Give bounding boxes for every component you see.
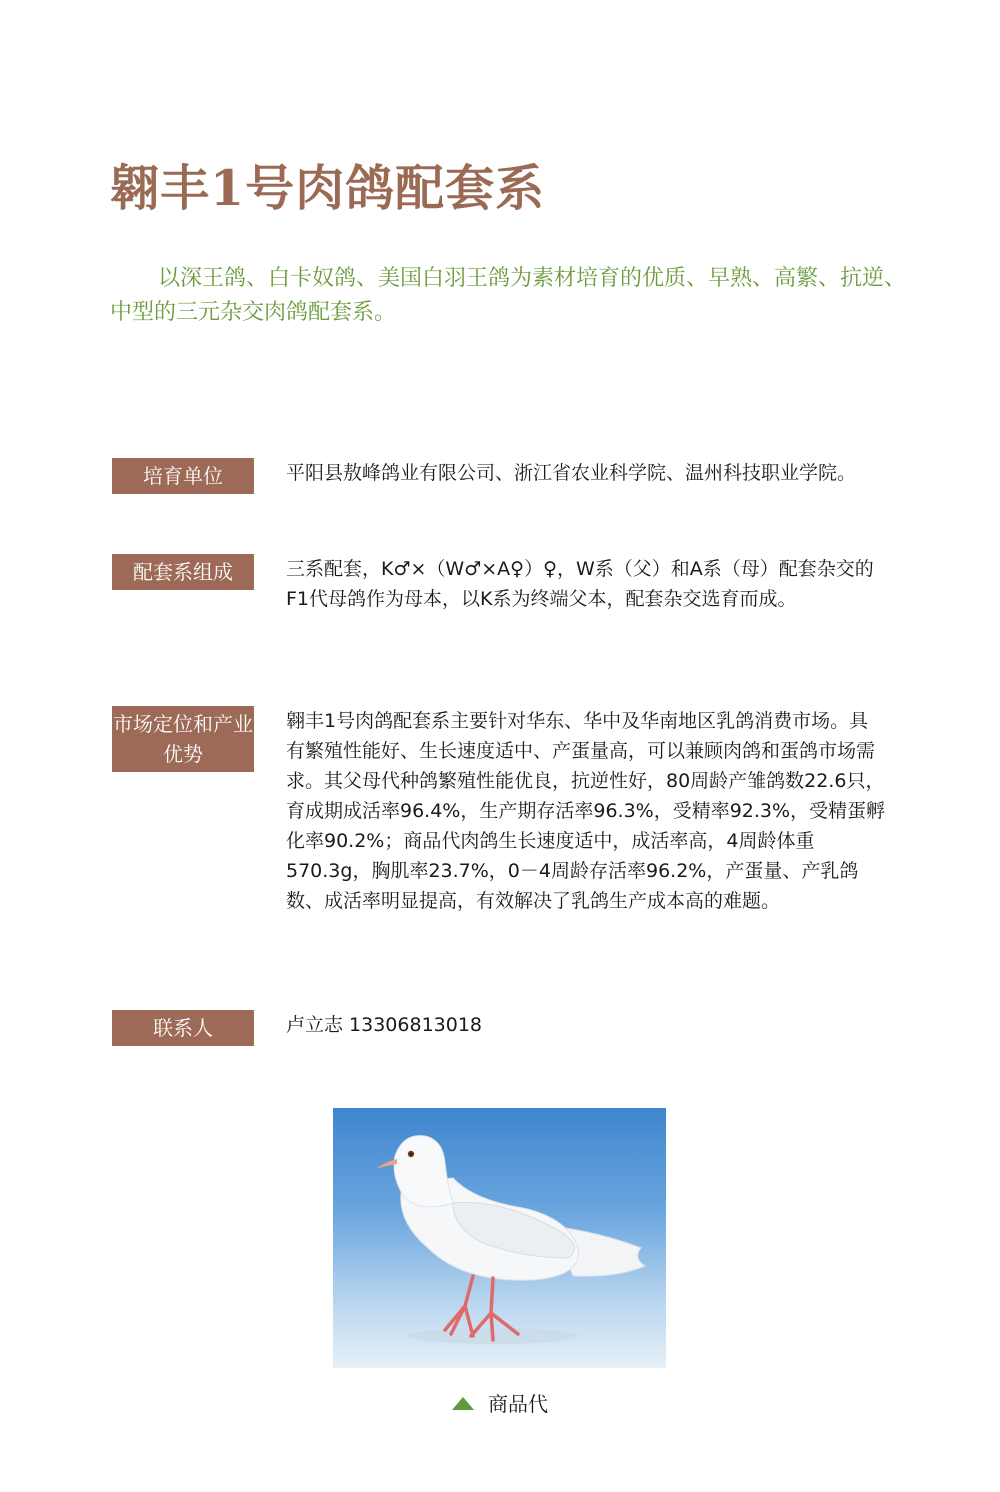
label-breeding-unit: 培育单位	[112, 458, 254, 494]
label-contact: 联系人	[112, 1010, 254, 1046]
page-title: 翱丰1号肉鸽配套系	[110, 159, 546, 217]
photo-caption	[0, 1390, 1000, 1418]
pigeon-photo	[333, 1108, 666, 1368]
value-composition: 三系配套，K♂×（W♂×A♀）♀，W系（父）和A系（母）配套杂交的F1代母鸽作为母本，以K系为终端父本，配套杂交选育而成。	[286, 558, 874, 610]
value-breeding-unit: 平阳县敖峰鸽业有限公司、浙江省农业科学院、温州科技职业学院。	[286, 462, 857, 484]
pigeon-illustration	[333, 1108, 666, 1368]
intro-paragraph: 以深王鸽、白卡奴鸽、美国白羽王鸽为素材培育的优质、早熟、高繁、抗逆、中型的三元杂交肉鸽配套系。	[110, 266, 907, 325]
value-market: 翱丰1号肉鸽配套系主要针对华东、华中及华南地区乳鸽消费市场。具有繁殖性能好、生长速度适中、产蛋量高，可以兼顾肉鸽和蛋鸽市场需求。其父母代种鸽繁殖性能优良，抗逆性好，80周龄产雏鸽数22.6只，育成期成活率96.4%，生产期存活率96.3%，受精率92.3%，受精蛋孵化率90.2%；商品代肉鸽生长速度适中，成活率高，4周龄体重570.3g，胸肌率23.7%，0－4周龄存活率96.2%，产蛋量、产乳鸽数、成活率明显提高，有效解决了乳鸽生产成本高的难题。	[286, 710, 886, 912]
label-composition: 配套系组成	[112, 554, 254, 590]
triangle-up-icon	[452, 1397, 474, 1410]
label-market: 市场定位和产业优势	[112, 706, 254, 772]
photo-caption-text: 商品代	[488, 1392, 548, 1416]
value-contact: 卢立志 13306813018	[286, 1014, 483, 1036]
